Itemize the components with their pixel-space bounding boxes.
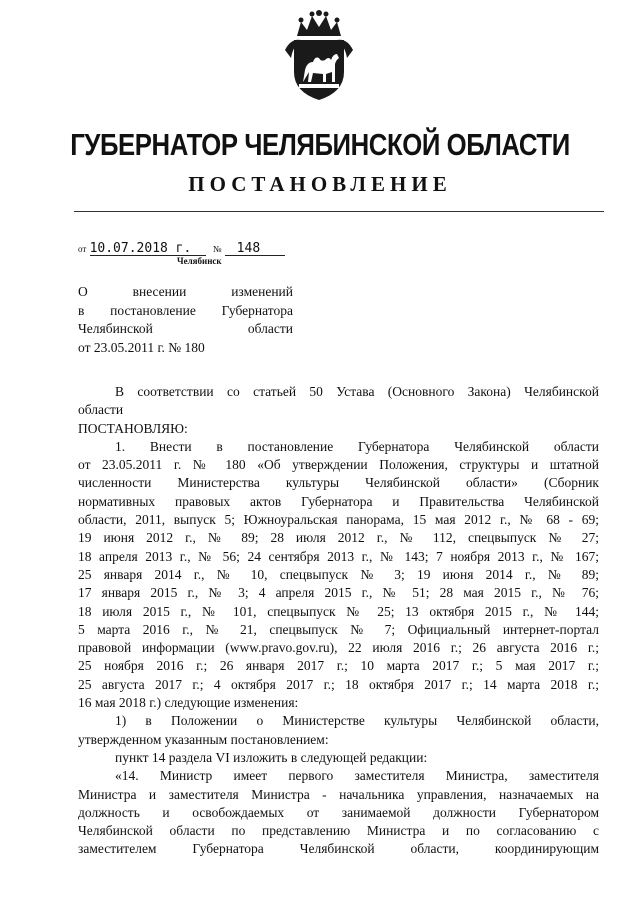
body-line: 1. Внести в постановление Губернатора Челябинской области [115, 438, 599, 454]
subject-line: Челябинской области [78, 321, 293, 336]
body-line: правовой информации (www.pravo.gov.ru), 22 июля 2016 г.; 26 августа 2016 г.; [78, 640, 599, 656]
body-line: области, 2011, выпуск 5; Южноуральская панорама, 15 мая 2012 г., № 68 - 69; [78, 512, 599, 528]
body-line: 5 марта 2016 г., № 21, спецвыпуск № 7; Официальный интернет-портал [78, 621, 599, 637]
number-label: № [212, 244, 222, 254]
body-line: 17 января 2015 г., № 3; 4 апреля 2015 г., № 51; 28 мая 2015 г., № 76; [78, 585, 599, 601]
body-line: Челябинской области по представлению Министра и по согласованию с [78, 823, 599, 839]
subject-block [78, 283, 293, 357]
body-line: 19 июня 2012 г., № 89; 28 июля 2012 г., № 112, спецвыпуск № 27; [78, 530, 599, 546]
body-line: численности Министерства культуры Челябинской области» (Сборник [78, 475, 599, 491]
subject-line: от 23.05.2011 г. № 180 [78, 339, 205, 355]
body-line: Министра и заместителя Министра - начальника управления, назначаемых на [78, 786, 599, 802]
page-title: ГУБЕРНАТОР ЧЕЛЯБИНСКОЙ ОБЛАСТИ [70, 127, 570, 162]
body-line: 25 ноября 2016 г.; 26 января 2017 г.; 10 марта 2017 г.; 5 мая 2017 г.; [78, 658, 599, 674]
body-line: нормативных правовых актов Губернатора и Правительства Челябинской [78, 493, 599, 509]
body-line: должность и освобождаемых от занимаемой должности Губернатором [78, 804, 599, 820]
body-line: ПОСТАНОВЛЯЮ: [78, 420, 188, 436]
body-line: 25 января 2014 г., № 10, спецвыпуск № 3; 19 июня 2014 г., № 89; [78, 566, 599, 582]
body-line: утвержденном указанным постановлением: [78, 731, 329, 747]
registration-line [78, 240, 285, 256]
body-line: 1) в Положении о Министерстве культуры Челябинской области, [115, 713, 599, 729]
from-label: от [78, 244, 87, 254]
subject-line: в постановление Губернатора [78, 302, 293, 318]
header-divider [74, 211, 604, 212]
coat-of-arms-icon [281, 10, 357, 102]
body-line: области [78, 402, 124, 418]
document-type: ПОСТАНОВЛЕНИЕ [188, 172, 452, 196]
body-line: пункт 14 раздела VI изложить в следующей редакции: [115, 749, 428, 765]
body-line: заместителем Губернатора Челябинской области, координирующим [78, 841, 599, 857]
body-line: от 23.05.2011 г. № 180 «Об утверждении Положения, структуры и штатной [78, 457, 599, 473]
city-label: Челябинск [177, 256, 222, 266]
body-line: 25 августа 2017 г.; 4 октября 2017 г.; 18 октября 2017 г.; 14 марта 2018 г.; [78, 676, 599, 692]
document-number: 148 [225, 242, 285, 256]
document-body [78, 383, 599, 859]
body-line: 18 июля 2015 г., № 101, спецвыпуск № 25; 13 октября 2015 г., № 144; [78, 603, 599, 619]
body-line: «14. Министр имеет первого заместителя Министра, заместителя [115, 768, 599, 784]
body-line: В соответствии со статьей 50 Устава (Основного Закона) Челябинской [115, 384, 599, 399]
subject-line: О внесении изменений [78, 284, 293, 299]
body-line: 16 мая 2018 г.) следующие изменения: [78, 695, 299, 711]
document-date: 10.07.2018 г. [90, 242, 206, 256]
body-line: 18 апреля 2013 г., № 56; 24 сентября 2013 г., № 143; 7 ноября 2013 г., № 167; [78, 548, 599, 564]
